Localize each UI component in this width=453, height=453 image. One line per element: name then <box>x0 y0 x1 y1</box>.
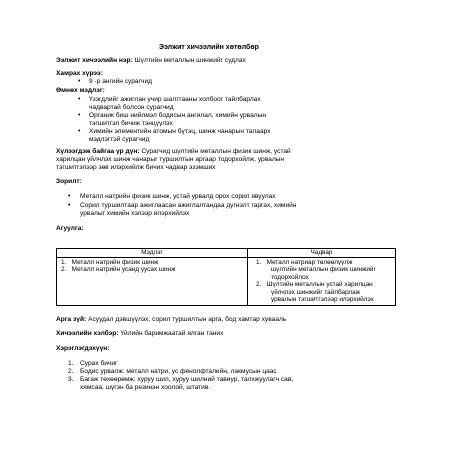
item-text: Металл натрийн физик шинж <box>71 259 159 266</box>
material-item: Бодис урвалж: металл натри, ус фенолфталейн, лакмусын цаас <box>80 368 277 375</box>
knowledge-header: Мэдлэг <box>57 249 248 258</box>
material-item: Сурах бичиг <box>80 360 118 367</box>
bullet-icon: • <box>68 202 71 209</box>
method-label: Арга зүй: <box>56 316 87 323</box>
materials-label: Хэрэглэгдэхүүн: <box>56 345 110 352</box>
method-row <box>56 316 286 324</box>
objective-item: Сорил туршилтаар ажиглаасан ажиглалтандаа дүгнэлт гаргах, химийн <box>80 202 297 209</box>
bullet-icon: • <box>68 193 71 200</box>
material-item-cont: хямсаа, шүгэн ба резинэн хоолой, штатив. <box>80 384 211 391</box>
content-label: Агуулга: <box>56 225 84 232</box>
bullet-icon: • <box>78 78 81 85</box>
skill-item <box>256 281 395 288</box>
item-text: Металл натриар төлөөлүүлж <box>266 259 353 266</box>
prior-knowledge-label: Өмнөх мэдлэг: <box>56 87 105 94</box>
skill-cell <box>248 258 396 306</box>
material-number: 1. <box>68 360 74 367</box>
lesson-name-row <box>56 57 246 65</box>
item-number: 1. <box>61 259 67 266</box>
expected-result-label: Хүлээгдэж байгаа үр дүн: <box>56 148 140 155</box>
material-item: Багаж төхөөрөмж: хуруу шил, хуруу шилний тавиур, талхжуулагч сав, <box>80 376 294 383</box>
prior-knowledge-item: Органик биш нийлмэл бодисын ангилал, химийн урвалын <box>89 112 266 119</box>
expected-result-line: Сурагчид шүлтийн металлын физик шинж, устай <box>141 148 291 155</box>
skill-item-cont: тодорхойлох <box>271 273 309 281</box>
prior-knowledge-item-cont: чадвартай болсон сурагчид <box>89 104 174 111</box>
bullet-icon: • <box>78 112 81 119</box>
bullet-icon: • <box>78 96 81 103</box>
expected-result-line: тэгшитгэлээр зөв илэрхийлж бичих чадвар эзэмших <box>56 164 216 171</box>
knowledge-item <box>61 266 247 273</box>
prior-knowledge-item: Химийн элементийн атомын бүтэц, шинж чанарын талаарх <box>89 128 271 135</box>
lesson-name-value: Шүлтийн металлын шинжийг судлах <box>134 57 246 64</box>
objective-item-cont: урвалыг химийн хэлээр илэрхийлэх <box>80 210 190 217</box>
lesson-type-label: Хичээлийн хэлбэр: <box>56 330 119 337</box>
content-table <box>56 248 396 306</box>
item-text: Шүлтийн металлын устай харилцан <box>266 281 373 289</box>
lesson-type-row <box>56 330 223 338</box>
knowledge-cell <box>57 258 248 306</box>
expected-result-row <box>56 148 291 156</box>
expected-result-line: харилцан үйлчлэх шинж чанарыг туршилтын аргаар тодорхойлж, урвалын <box>56 156 285 163</box>
prior-knowledge-item-cont: тэгшитгэл бичиж тэнцүүлэх <box>89 120 173 127</box>
item-number: 1. <box>256 259 262 266</box>
lesson-name-label: Ээлжит хичээлийн нэр: <box>56 57 133 64</box>
skill-header: Чадвар <box>248 249 396 258</box>
material-number: 3. <box>68 376 74 383</box>
audience-label: Хамрах хүрээ: <box>56 70 103 77</box>
item-text: Металл натрийн усанд уусах шинж <box>71 266 176 274</box>
prior-knowledge-item: Үзэгдлийг ажиглан учир шалтгааны холбоог тайлбарлах <box>89 96 261 103</box>
page-title: Ээлжит хичээлийн хөтөлбөр <box>159 44 259 51</box>
objectives-label: Зорилт: <box>56 178 82 185</box>
skill-item-cont: урвалын тэгшитгэлээр илэрхийлэх <box>271 296 374 304</box>
item-number: 2. <box>256 281 262 289</box>
objective-item: Металл натрийн физик шинж, устай урвалд орох сорил явуулах <box>80 193 276 200</box>
bullet-icon: • <box>78 128 81 135</box>
audience-item: 9 -р ангийн сурагчид <box>89 78 152 85</box>
material-number: 2. <box>68 368 74 375</box>
method-value: Асуудал дэвшүүлэх, сорил туршилтын арга, бод хамтар хувааль <box>88 316 287 323</box>
skill-item-cont: үйлчлэх шинжийг тайлбарлаж <box>271 288 360 296</box>
lesson-type-value: Үйлийн баримжаатай ялган таних <box>120 330 224 337</box>
item-number: 2. <box>61 266 67 274</box>
skill-item-cont: шүлтийн металлын физик шинжийг <box>271 266 376 274</box>
prior-knowledge-item-cont: мэдлэгтэй сурагчид <box>89 136 150 143</box>
